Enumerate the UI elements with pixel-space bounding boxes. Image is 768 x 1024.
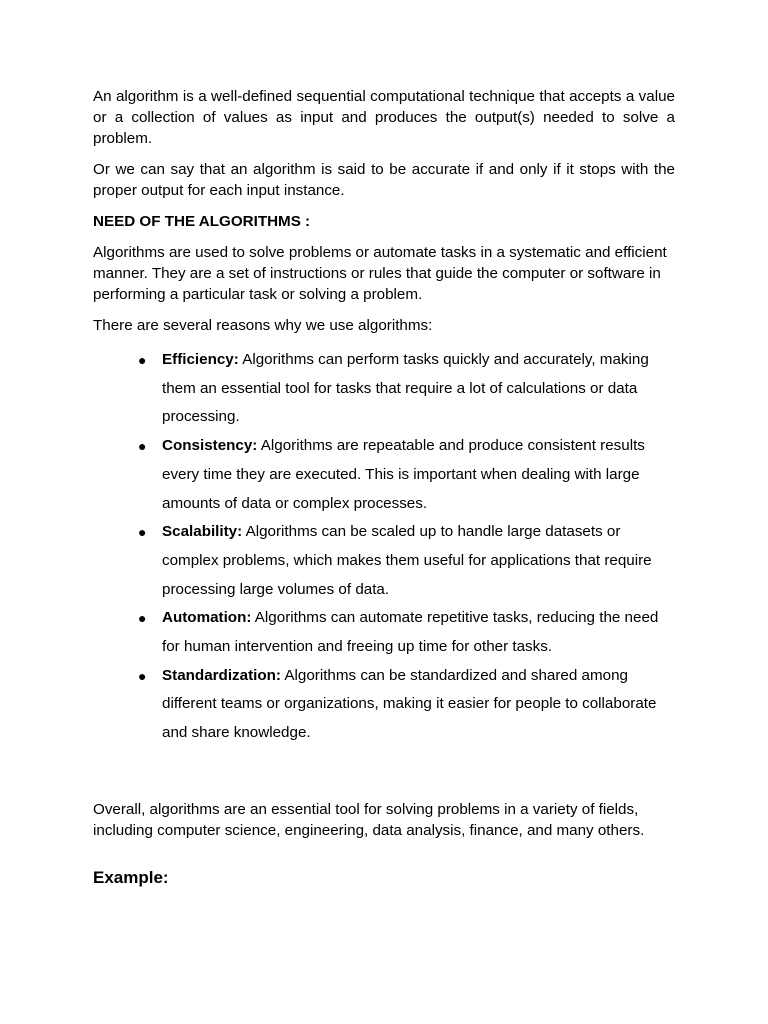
need-paragraph: Algorithms are used to solve problems or automate tasks in a systematic and efficient manner. They are a set of instructions or rules that guide the computer or software in performing a particular task or solving a problem. bbox=[93, 244, 667, 303]
reason-term: Consistency: bbox=[162, 437, 258, 455]
reason-term: Scalability: bbox=[162, 523, 243, 541]
list-item-scalability bbox=[93, 518, 675, 604]
bullet-icon: ● bbox=[138, 524, 147, 541]
section-heading-need: NEED OF THE ALGORITHMS : bbox=[93, 213, 311, 230]
bullet-icon: ● bbox=[138, 610, 147, 627]
reason-text: Algorithms can automate repetitive tasks, reducing the need for human intervention and freeing up time for other tasks. bbox=[162, 609, 659, 656]
intro-paragraph-1: An algorithm is a well-defined sequential computational technique that accepts a value or a collection of values as input and produces the output(s) needed to solve a problem. bbox=[93, 88, 675, 147]
reasons-list bbox=[93, 346, 675, 748]
reason-term: Standardization: bbox=[162, 666, 281, 684]
reason-text: Algorithms can be scaled up to handle large datasets or complex problems, which makes them useful for applications that require processing large volumes of data. bbox=[162, 523, 652, 598]
example-heading: Example: bbox=[93, 867, 169, 887]
document-body bbox=[93, 86, 675, 888]
bullet-icon: ● bbox=[138, 438, 147, 455]
blank-line bbox=[93, 748, 675, 799]
reason-term: Automation: bbox=[162, 609, 252, 627]
bullet-icon: ● bbox=[138, 352, 147, 368]
bullet-icon: ● bbox=[138, 667, 147, 684]
reasons-intro: There are several reasons why we use algorithms: bbox=[93, 317, 433, 334]
reason-text: Algorithms can be standardized and shared among different teams or organizations, making it easier for people to collaborate and share knowledge. bbox=[162, 666, 657, 742]
list-item-consistency bbox=[93, 432, 675, 518]
intro-paragraph-2: Or we can say that an algorithm is said to be accurate if and only if it stops with the proper output for each input instance. bbox=[93, 161, 675, 199]
reason-term: Efficiency: bbox=[162, 351, 239, 368]
list-item-standardization bbox=[93, 662, 675, 748]
list-item-automation bbox=[93, 604, 675, 661]
overall-paragraph: Overall, algorithms are an essential tool for solving problems in a variety of fields, including computer science, engineering, data analysis, finance, and many others. bbox=[93, 800, 645, 839]
reason-text: Algorithms can perform tasks quickly and accurately, making them an essential tool for tasks that require a lot of calculations or data processing. bbox=[162, 351, 649, 426]
list-item-efficiency bbox=[93, 346, 675, 432]
reason-text: Algorithms are repeatable and produce consistent results every time they are executed. This is important when dealing with large amounts of data or complex processes. bbox=[162, 437, 645, 512]
